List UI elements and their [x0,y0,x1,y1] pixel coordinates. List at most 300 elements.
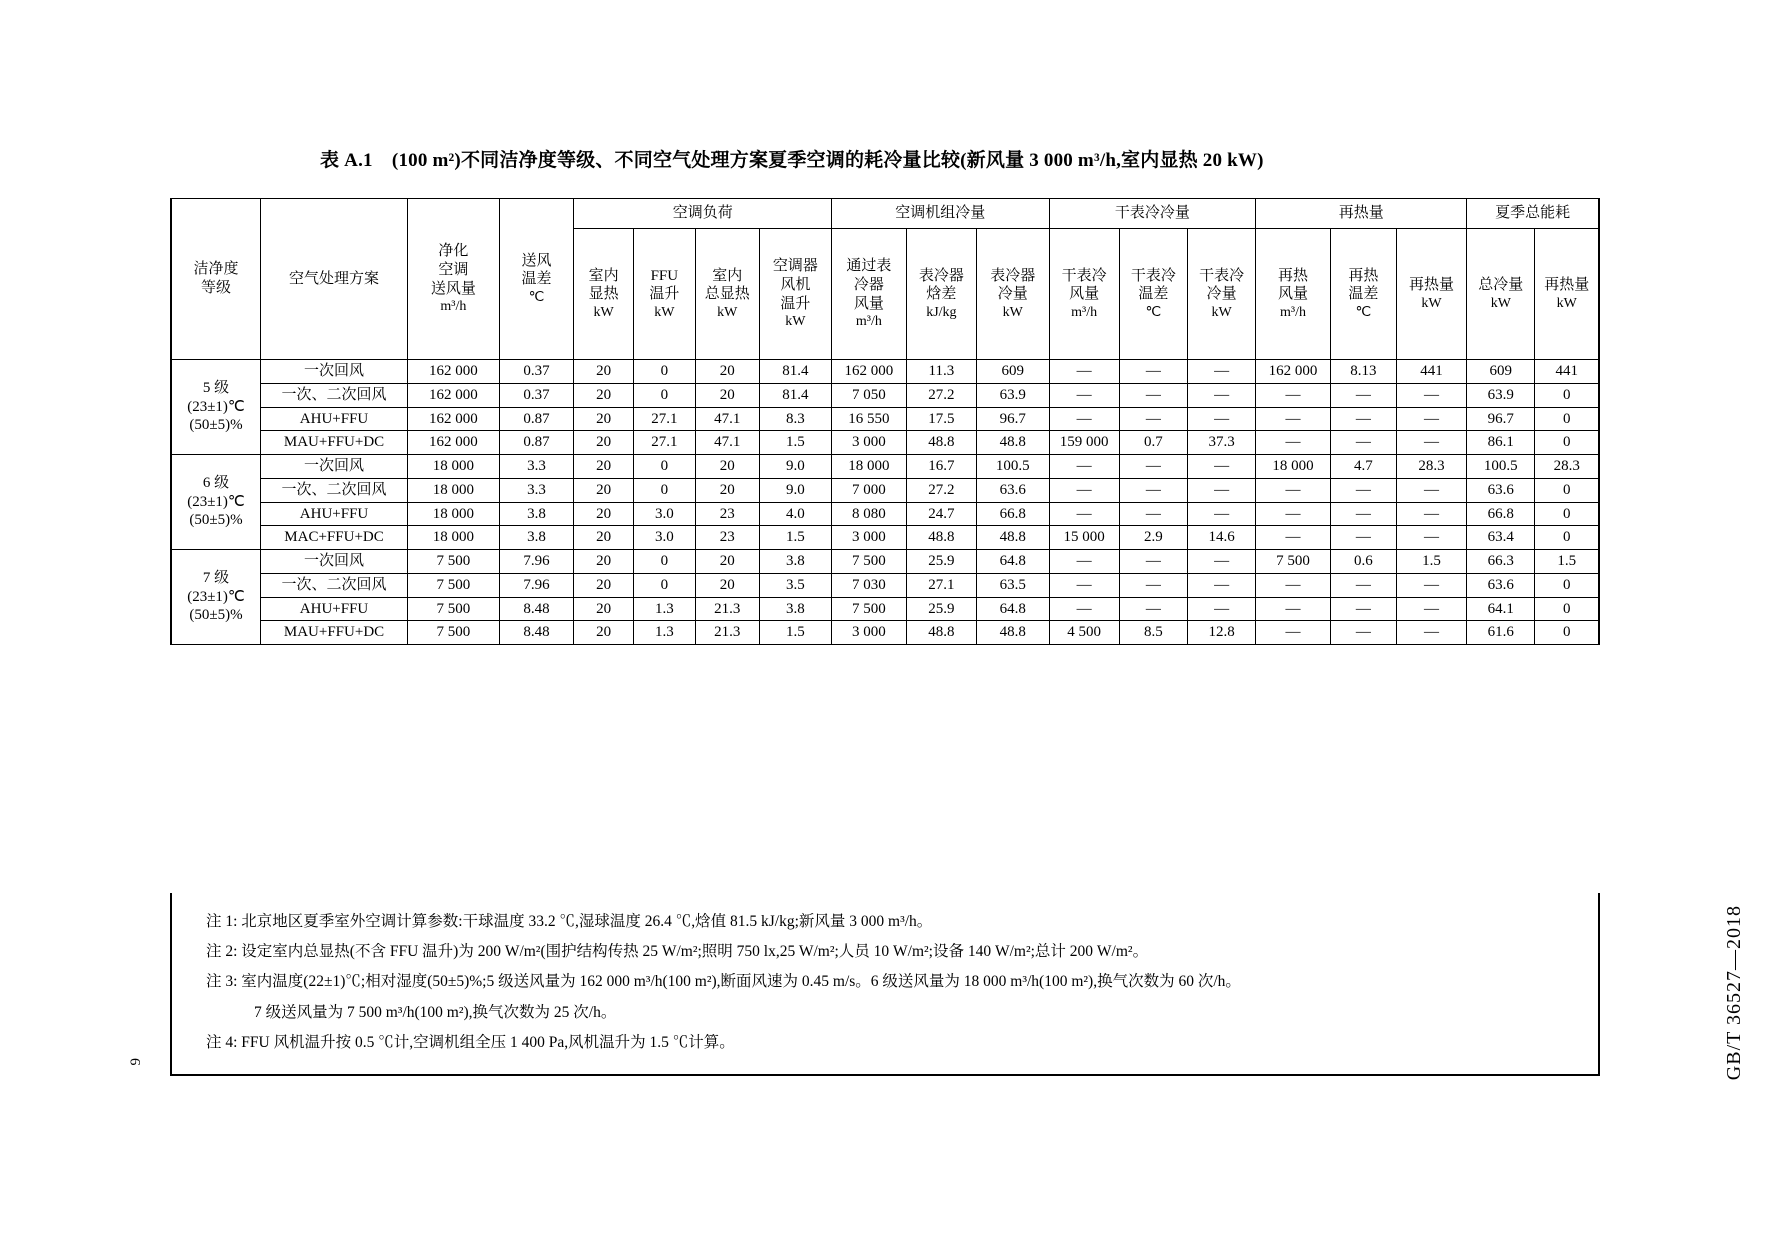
cell: 1.3 [633,597,695,621]
cell: 1.5 [759,621,831,645]
cell: 20 [574,407,634,431]
scheme-cell: 一次、二次回风 [261,573,408,597]
cell: 20 [574,455,634,479]
cell: 3.5 [759,573,831,597]
cell: 48.8 [906,526,976,550]
table-notes [170,893,1600,1076]
cell: 7 500 [408,621,500,645]
table-title: 表 A.1 (100 m²)不同洁净度等级、不同空气处理方案夏季空调的耗冷量比较(新风量 3 000 m³/h,室内显热 20 kW) [320,150,1264,171]
cell: — [1256,407,1331,431]
cell: 0 [633,573,695,597]
header-indoor-total-sensible [695,229,759,360]
cell: — [1330,431,1396,455]
header-line: 再热 [1278,267,1309,284]
cell: 1.3 [633,621,695,645]
cell: — [1396,478,1466,502]
cell: — [1188,407,1256,431]
cell: 37.3 [1188,431,1256,455]
group-header-summer-energy: 夏季总能耗 [1467,199,1599,229]
cell: 0 [1535,573,1599,597]
cell: — [1049,597,1119,621]
cell: 16 550 [832,407,907,431]
cell: 20 [695,573,759,597]
header-line: 室内 [588,267,619,284]
cell: — [1049,407,1119,431]
cell: — [1256,431,1331,455]
cell: 48.8 [906,621,976,645]
cell: 20 [574,431,634,455]
cell: — [1396,526,1466,550]
cell: — [1049,478,1119,502]
header-reheat-temp-diff [1330,229,1396,360]
cell: 48.8 [977,621,1049,645]
grade-line: (23±1)℃ [187,493,245,510]
header-line: 温差 [1348,286,1379,303]
cell: 162 000 [408,383,500,407]
header-unit: kW [593,305,614,320]
cell: 0 [633,550,695,574]
cell: 3.8 [759,597,831,621]
header-line: 再热量 [1409,276,1455,293]
cell: 100.5 [1467,455,1535,479]
cell: 66.3 [1467,550,1535,574]
cell: 16.7 [906,455,976,479]
comparison-table [170,198,1600,645]
cell: — [1256,526,1331,550]
header-line: 室内 [712,267,743,284]
page-number: 9 [128,1058,144,1066]
cell: — [1330,573,1396,597]
cell: — [1330,597,1396,621]
cell: 21.3 [695,621,759,645]
header-unit: ℃ [1355,305,1372,320]
group-header-reheat: 再热量 [1256,199,1467,229]
cell: 96.7 [977,407,1049,431]
cell: 0 [1535,621,1599,645]
cell: 0 [1535,431,1599,455]
cell: 20 [695,455,759,479]
grade-line: (23±1)℃ [187,588,245,605]
header-line: 冷量 [997,286,1028,303]
cell: — [1188,478,1256,502]
cell: 162 000 [408,431,500,455]
cell: 2.9 [1119,526,1187,550]
cell: — [1049,550,1119,574]
cell: 0 [1535,526,1599,550]
grade-cell-6 [171,455,261,550]
cell: 3.3 [499,455,574,479]
cell: — [1256,597,1331,621]
header-reheat-quantity [1396,229,1466,360]
cell: 48.8 [977,526,1049,550]
header-ffu-temp-rise [633,229,695,360]
cell: 27.1 [906,573,976,597]
table-row [171,360,1599,384]
header-unit: m³/h [440,299,467,315]
cell: — [1049,383,1119,407]
cell: — [1188,455,1256,479]
header-line: 空调器 [772,258,818,275]
cell: — [1119,455,1187,479]
cell: 28.3 [1535,455,1599,479]
cell: 162 000 [408,360,500,384]
header-line: FFU [650,267,679,284]
cell: 1.5 [759,431,831,455]
note-4: 注 4: FFU 风机温升按 0.5 ℃计,空调机组全压 1 400 Pa,风机温升为 1.5 ℃计算。 [206,1033,735,1051]
cell: 20 [695,550,759,574]
header-dry-coil-cooling [1188,229,1256,360]
cell: 48.8 [906,431,976,455]
cell: 3 000 [832,431,907,455]
cell: 20 [574,360,634,384]
cell: 27.1 [633,407,695,431]
cell: 3 000 [832,621,907,645]
cell: 609 [1467,360,1535,384]
cell: — [1330,478,1396,502]
table-row [171,478,1599,502]
header-unit: kW [1490,295,1511,311]
cell: 7 500 [832,597,907,621]
table-row [171,407,1599,431]
cell: 3 000 [832,526,907,550]
header-line: 温升 [649,286,680,303]
header-line: 空气处理方案 [289,270,380,287]
cell: 20 [574,621,634,645]
cell: 63.6 [977,478,1049,502]
cell: 47.1 [695,407,759,431]
header-air-scheme [261,199,408,360]
cell: 0 [1535,478,1599,502]
cell: 9.0 [759,478,831,502]
cell: — [1188,383,1256,407]
cell: 8.48 [499,597,574,621]
cell: 100.5 [977,455,1049,479]
cell: — [1256,621,1331,645]
cell: 7 030 [832,573,907,597]
cell: 0.6 [1330,550,1396,574]
cell: — [1188,573,1256,597]
header-line: 送风 [521,252,552,269]
header-unit: ℃ [1145,305,1162,320]
cell: 18 000 [408,478,500,502]
scheme-cell: MAU+FFU+DC [261,621,408,645]
cell: 7 500 [1256,550,1331,574]
cell: 27.1 [633,431,695,455]
cell: 4.7 [1330,455,1396,479]
cell: 14.6 [1188,526,1256,550]
cell: 47.1 [695,431,759,455]
header-line: 再热量 [1544,276,1590,293]
table-row [171,383,1599,407]
cell: 27.2 [906,478,976,502]
header-dry-coil-airflow [1049,229,1119,360]
cell: 18 000 [1256,455,1331,479]
cell: 63.9 [1467,383,1535,407]
header-unit: kW [785,314,806,330]
cell: 63.6 [1467,478,1535,502]
cell: 20 [574,550,634,574]
cell: 0.87 [499,431,574,455]
table-row [171,621,1599,645]
cell: — [1396,431,1466,455]
cell: — [1119,550,1187,574]
header-total-reheat [1535,229,1599,360]
cell: 7 000 [832,478,907,502]
group-header-dry-coil: 干表冷冷量 [1049,199,1256,229]
cell: 20 [574,573,634,597]
cell: 7 500 [408,573,500,597]
cell: 12.8 [1188,621,1256,645]
cell: 0 [633,455,695,479]
cell: — [1256,502,1331,526]
header-dry-coil-temp-diff [1119,229,1187,360]
header-line: 表冷器 [918,267,964,284]
cell: 3.8 [499,502,574,526]
table-row [171,573,1599,597]
cell: 159 000 [1049,431,1119,455]
scheme-cell: AHU+FFU [261,597,408,621]
header-unit: kW [1556,295,1577,311]
cell: 24.7 [906,502,976,526]
table-group-header-row [171,199,1599,229]
cell: 8.3 [759,407,831,431]
cell: 63.5 [977,573,1049,597]
cell: 0 [1535,502,1599,526]
header-unit: kW [654,305,675,320]
cell: 20 [574,478,634,502]
header-unit: ℃ [528,290,545,305]
cell: — [1396,597,1466,621]
cell: 609 [977,360,1049,384]
header-supply-air-volume [408,199,500,360]
cell: 63.9 [977,383,1049,407]
table-container [170,198,1600,645]
cell: 20 [574,597,634,621]
cell: — [1119,573,1187,597]
header-unit: m³/h [1280,305,1306,320]
grade-line: (50±5)% [189,417,243,434]
cell: — [1396,383,1466,407]
table-row [171,455,1599,479]
cell: — [1119,502,1187,526]
cell: — [1396,621,1466,645]
header-unit: kW [1211,305,1232,320]
note-2: 注 2: 设定室内总显热(不含 FFU 温升)为 200 W/m²(围护结构传热 25 W/m²;照明 750 lx,25 W/m²;人员 10 W/m²;设备 140 W/m²;总计 200 W/m²。 [206,943,1149,961]
cell: 3.3 [499,478,574,502]
header-line: 干表冷 [1130,267,1176,284]
cell: 64.8 [977,550,1049,574]
header-line: 总显热 [704,286,750,303]
cell: 0.37 [499,383,574,407]
header-line: 冷器 [853,276,884,293]
table-row [171,526,1599,550]
scheme-cell: AHU+FFU [261,502,408,526]
cell: 20 [695,478,759,502]
standard-number: GB/T 36527—2018 [1723,905,1745,1081]
grade-cell-5 [171,360,261,455]
header-line: 温差 [521,271,552,288]
cell: 81.4 [759,383,831,407]
cell: — [1256,573,1331,597]
cell: 25.9 [906,597,976,621]
cell: — [1119,407,1187,431]
cell: 0 [1535,383,1599,407]
cell: — [1330,526,1396,550]
header-coil-airflow [832,229,907,360]
cell: — [1119,360,1187,384]
cell: 0.7 [1119,431,1187,455]
cell: 0 [1535,597,1599,621]
header-line: 焓差 [926,286,957,303]
header-unit: m³/h [1071,305,1098,320]
cell: 9.0 [759,455,831,479]
cell: 4 500 [1049,621,1119,645]
cell: 441 [1396,360,1466,384]
cell: 18 000 [832,455,907,479]
cell: 1.5 [759,526,831,550]
cell: 162 000 [408,407,500,431]
header-line: 干表冷 [1199,267,1245,284]
cell: — [1119,383,1187,407]
scheme-cell: 一次、二次回风 [261,478,408,502]
cell: 8 080 [832,502,907,526]
cell: 17.5 [906,407,976,431]
header-line: 风量 [853,295,884,312]
cell: 441 [1535,360,1599,384]
header-line: 净化 [438,243,469,260]
cell: 96.7 [1467,407,1535,431]
cell: 66.8 [977,502,1049,526]
grade-line: (23±1)℃ [187,398,245,415]
header-line: 冷量 [1206,286,1237,303]
grade-line: 5 级 [202,379,230,396]
header-supply-temp-diff [499,199,574,360]
cell: 8.48 [499,621,574,645]
cell: 3.8 [759,550,831,574]
scheme-cell: 一次回风 [261,360,408,384]
header-coil-cooling [977,229,1049,360]
header-unit: m³/h [855,314,882,330]
cell: — [1188,502,1256,526]
cell: 0 [633,478,695,502]
cell: 81.4 [759,360,831,384]
cell: 63.4 [1467,526,1535,550]
cell: 86.1 [1467,431,1535,455]
cell: 0.87 [499,407,574,431]
cell: 25.9 [906,550,976,574]
header-line: 空调 [438,261,469,278]
cell: — [1330,502,1396,526]
cell: 7 500 [408,597,500,621]
cell: 18 000 [408,455,500,479]
header-unit: kJ/kg [926,305,957,320]
note-3: 注 3: 室内温度(22±1)℃;相对湿度(50±5)%;5 级送风量为 162 000 m³/h(100 m²),断面风速为 0.45 m/s。6 级送风量为 18 000 m³/h(100 m²),换气次数为 60 次/h。 [206,973,1241,991]
cell: 8.13 [1330,360,1396,384]
cell: — [1396,407,1466,431]
cell: 66.8 [1467,502,1535,526]
cell: 0 [633,360,695,384]
header-line: 总冷量 [1478,276,1524,293]
cell: — [1330,621,1396,645]
cell: 63.6 [1467,573,1535,597]
group-header-ac-load: 空调负荷 [574,199,832,229]
grade-line: (50±5)% [189,512,243,529]
cell: 7 500 [408,550,500,574]
scheme-cell: 一次回风 [261,550,408,574]
cell: — [1119,478,1187,502]
header-unit: kW [1421,295,1442,311]
cell: 1.5 [1396,550,1466,574]
cell: — [1330,383,1396,407]
cell: 7.96 [499,550,574,574]
cell: 1.5 [1535,550,1599,574]
header-line: 温升 [780,295,811,312]
cell: 27.2 [906,383,976,407]
scheme-cell: 一次、二次回风 [261,383,408,407]
cell: — [1396,573,1466,597]
header-cleanliness-grade [171,199,261,360]
cell: 0 [633,383,695,407]
cell: 4.0 [759,502,831,526]
header-line: 送风量 [430,280,476,297]
cell: — [1049,502,1119,526]
cell: 61.6 [1467,621,1535,645]
header-unit: kW [717,305,738,320]
cell: 162 000 [1256,360,1331,384]
header-line: 风量 [1278,286,1309,303]
cell: 20 [574,526,634,550]
cell: — [1188,550,1256,574]
cell: 64.8 [977,597,1049,621]
cell: 64.1 [1467,597,1535,621]
cell: — [1256,383,1331,407]
cell: — [1049,360,1119,384]
header-line: 再热 [1348,267,1379,284]
cell: 21.3 [695,597,759,621]
cell: — [1256,478,1331,502]
cell: 11.3 [906,360,976,384]
grade-line: 7 级 [202,569,230,586]
cell: 23 [695,526,759,550]
header-reheat-airflow [1256,229,1331,360]
header-line: 洁净度 [193,261,239,278]
cell: — [1330,407,1396,431]
group-header-unit-cooling: 空调机组冷量 [832,199,1049,229]
header-line: 显热 [588,286,619,303]
cell: 3.0 [633,526,695,550]
table-row [171,431,1599,455]
table-row [171,597,1599,621]
cell: 7 050 [832,383,907,407]
cell: 48.8 [977,431,1049,455]
cell: — [1049,573,1119,597]
cell: 0 [1535,407,1599,431]
cell: 20 [695,360,759,384]
scheme-cell: 一次回风 [261,455,408,479]
cell: — [1188,360,1256,384]
cell: 28.3 [1396,455,1466,479]
cell: 20 [574,383,634,407]
cell: 20 [574,502,634,526]
header-coil-enthalpy-diff [906,229,976,360]
header-line: 温差 [1138,286,1169,303]
header-line: 等级 [200,280,231,296]
header-line: 风机 [780,276,811,293]
cell: 3.8 [499,526,574,550]
header-indoor-sensible [574,229,634,360]
cell: — [1396,502,1466,526]
cell: 15 000 [1049,526,1119,550]
